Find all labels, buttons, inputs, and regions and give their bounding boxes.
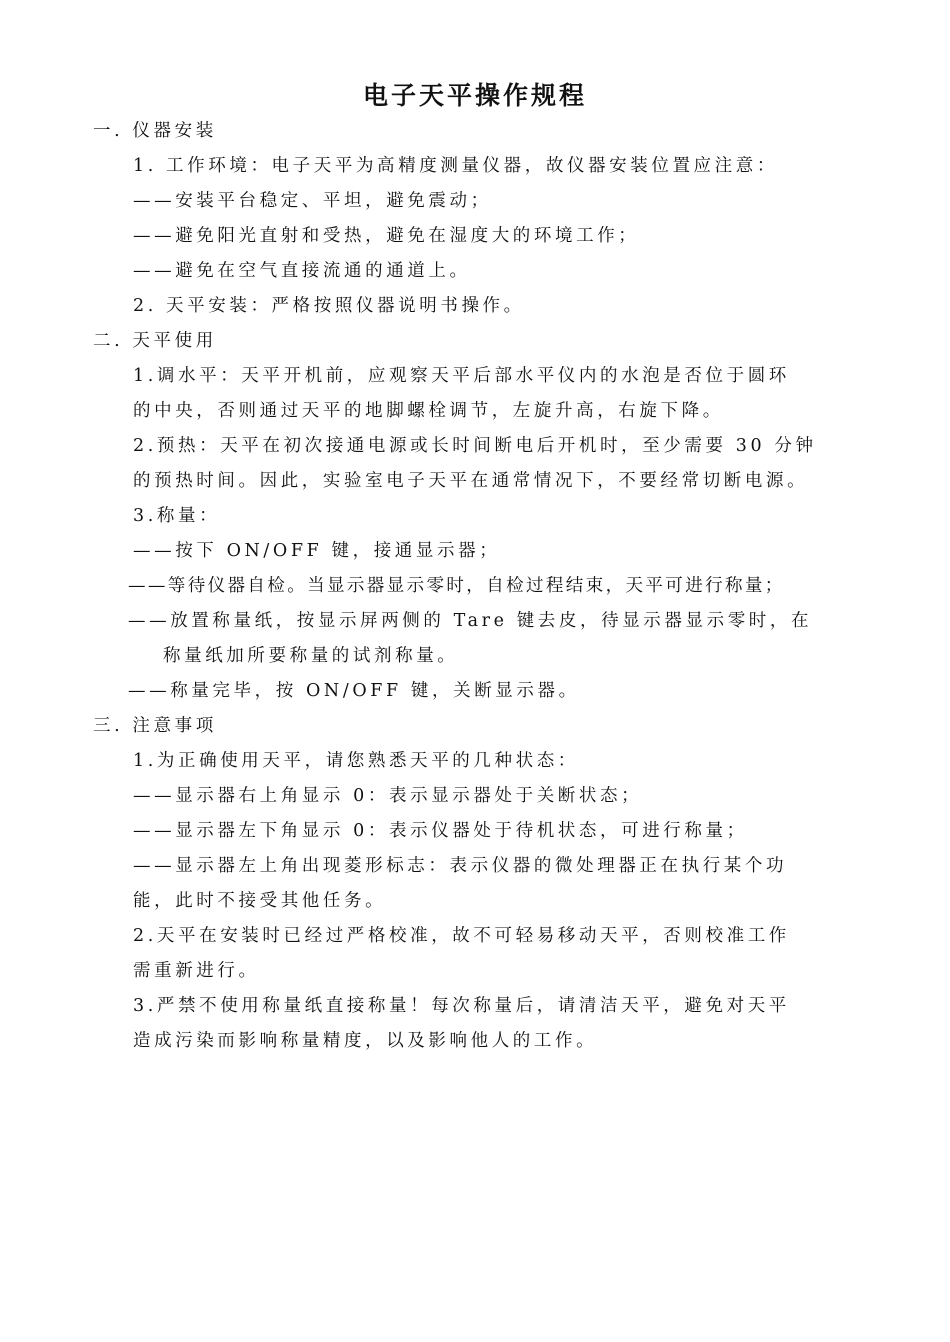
paragraph-line: 3.严禁不使用称量纸直接称量！每次称量后，请清洁天平，避免对天平 <box>133 996 790 1016</box>
paragraph-line: 3.称量： <box>133 506 221 526</box>
paragraph-line: ——按下 ON/OFF 键，接通显示器； <box>133 541 501 561</box>
section-heading: 一. 仪器安装 <box>93 121 217 141</box>
paragraph-line: 1.调水平：天平开机前，应观察天平后部水平仪内的水泡是否位于圆环 <box>133 366 790 386</box>
paragraph-line: ——避免在空气直接流通的通道上。 <box>133 261 471 281</box>
paragraph-line: 能，此时不接受其他任务。 <box>133 891 387 911</box>
paragraph-line: ——安装平台稳定、平坦，避免震动； <box>133 191 492 211</box>
paragraph-line: ——避免阳光直射和受热，避免在湿度大的环境工作； <box>133 226 640 246</box>
document-title: 电子天平操作规程 <box>362 81 587 110</box>
paragraph-line: 1. 工作环境：电子天平为高精度测量仪器，故仪器安装位置应注意： <box>133 156 778 176</box>
paragraph-line: 2.天平在安装时已经过严格校准，故不可轻易移动天平，否则校准工作 <box>133 926 790 946</box>
paragraph-line: ——等待仪器自检。当显示器显示零时，自检过程结束，天平可进行称量； <box>128 576 785 596</box>
paragraph-line: ——放置称量纸，按显示屏两侧的 Tare 键去皮，待显示器显示零时，在 <box>128 611 813 631</box>
paragraph-line: 2. 天平安装：严格按照仪器说明书操作。 <box>133 296 525 316</box>
paragraph-line: ——显示器右上角显示 0：表示显示器处于关断状态； <box>133 786 643 806</box>
paragraph-line: ——显示器左下角显示 0：表示仪器处于待机状态，可进行称量； <box>133 821 748 841</box>
paragraph-line: 2.预热：天平在初次接通电源或长时间断电后开机时，至少需要 30 分钟 <box>133 436 817 456</box>
section-heading: 三. 注意事项 <box>93 716 217 736</box>
paragraph-line: ——称量完毕，按 ON/OFF 键，关断显示器。 <box>128 681 580 701</box>
section-heading: 二. 天平使用 <box>93 331 217 351</box>
paragraph-line: 造成污染而影响称量精度，以及影响他人的工作。 <box>133 1031 598 1051</box>
paragraph-line: 需重新进行。 <box>133 961 260 981</box>
paragraph-line: 称量纸加所要称量的试剂称量。 <box>163 646 459 666</box>
paragraph-line: 的预热时间。因此，实验室电子天平在通常情况下，不要经常切断电源。 <box>133 471 809 491</box>
paragraph-line: ——显示器左上角出现菱形标志：表示仪器的微处理器正在执行某个功 <box>133 856 788 876</box>
paragraph-line: 1.为正确使用天平，请您熟悉天平的几种状态： <box>133 751 579 771</box>
paragraph-line: 的中央，否则通过天平的地脚螺栓调节，左旋升高，右旋下降。 <box>133 401 724 421</box>
